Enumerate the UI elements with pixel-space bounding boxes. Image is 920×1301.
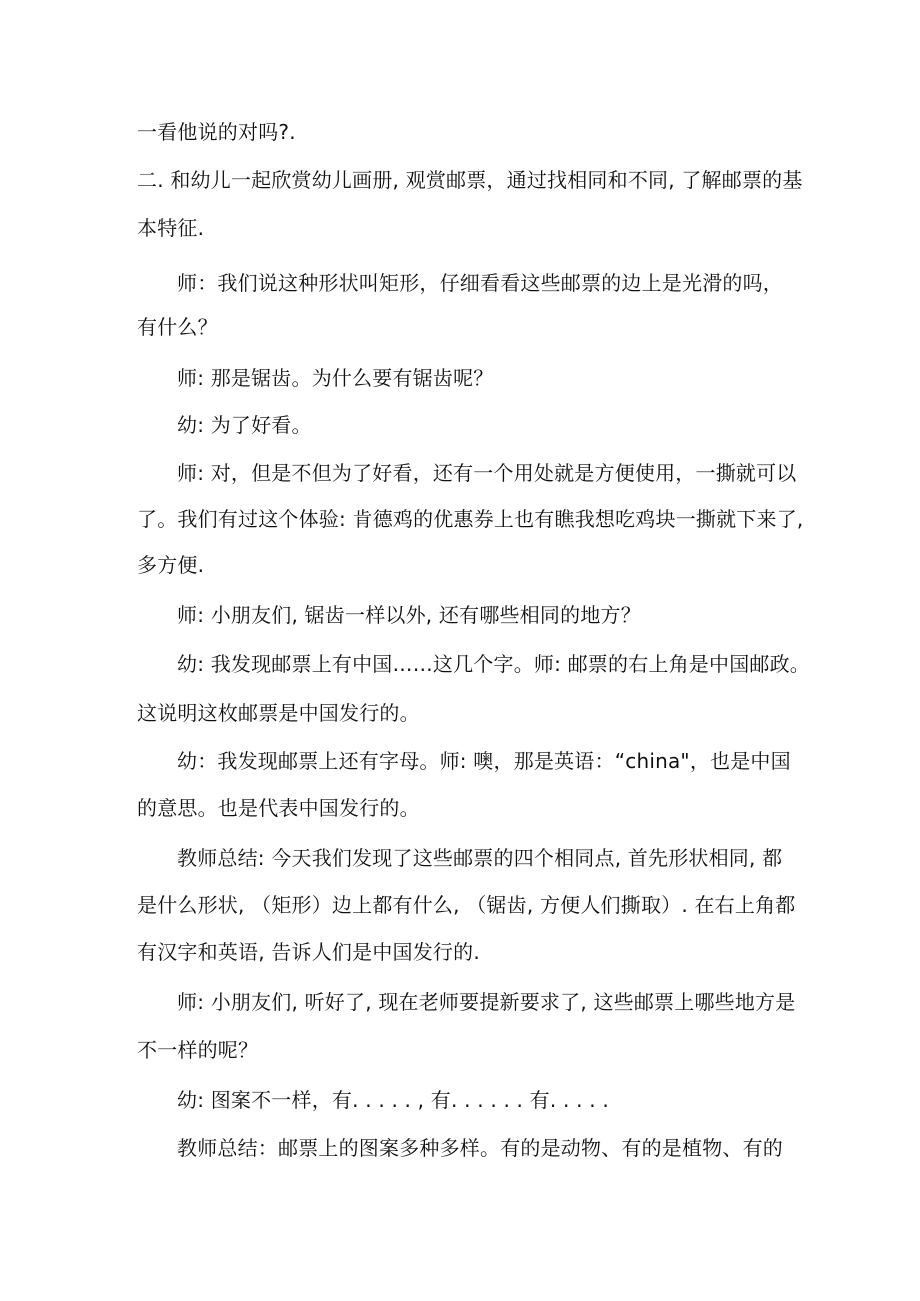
text-line: 师：我们说这种形状叫矩形，仔细看看这些邮票的边上是光滑的吗， xyxy=(177,271,783,295)
text-line: 有汉字和英语, 告诉人们是中国发行的. xyxy=(137,940,480,964)
text-line: 这说明这枚邮票是中国发行的。 xyxy=(137,701,420,725)
text-line: 的意思。也是代表中国发行的。 xyxy=(137,796,420,820)
text-line: 师: 小朋友们, 听好了, 现在老师要提新要求了, 这些邮票上哪些地方是 xyxy=(177,990,796,1014)
text-line: 幼: 我发现邮票上有中国……这几个字。师: 邮票的右上角是中国邮政。 xyxy=(177,652,810,676)
text-line: 幼: 图案不一样，有. . . . . , 有. . . . . . 有. . . . . xyxy=(177,1088,609,1112)
text-line: 教师总结: 今天我们发现了这些邮票的四个相同点, 首先形状相同, 都 xyxy=(177,846,783,870)
text-line: 教师总结：邮票上的图案多种多样。有的是动物、有的是植物、有的 xyxy=(177,1136,783,1160)
text-line: 有什么？ xyxy=(137,315,218,339)
text-line: 不一样的呢？ xyxy=(137,1038,259,1062)
text-line: 师: 那是锯齿。为什么要有锯齿呢？ xyxy=(177,366,494,390)
text-line: 师: 对，但是不但为了好看，还有一个用处就是方便使用，一撕就可以 xyxy=(177,461,797,485)
text-line: 一看他说的对吗?. xyxy=(137,120,296,144)
text-line: 幼: 为了好看。 xyxy=(177,413,312,437)
text-line: 了。我们有过这个体验: 肯德鸡的优惠券上也有瞧我想吃鸡块一撕就下来了, xyxy=(137,507,804,531)
text-line: 二. 和幼儿一起欣赏幼儿画册, 观赏邮票，通过找相同和不同, 了解邮票的基 xyxy=(137,168,803,192)
text-line: 幼：我发现邮票上还有字母。师: 噢，那是英语：“china"，也是中国 xyxy=(177,749,791,773)
text-line: 本特征. xyxy=(137,216,205,240)
text-line: 多方便. xyxy=(137,553,205,577)
text-line: 是什么形状, （矩形）边上都有什么, （锯齿, 方便人们撕取）. 在右上角都 xyxy=(137,893,796,917)
text-line: 师: 小朋友们, 锯齿一样以外, 还有哪些相同的地方？ xyxy=(177,603,641,627)
